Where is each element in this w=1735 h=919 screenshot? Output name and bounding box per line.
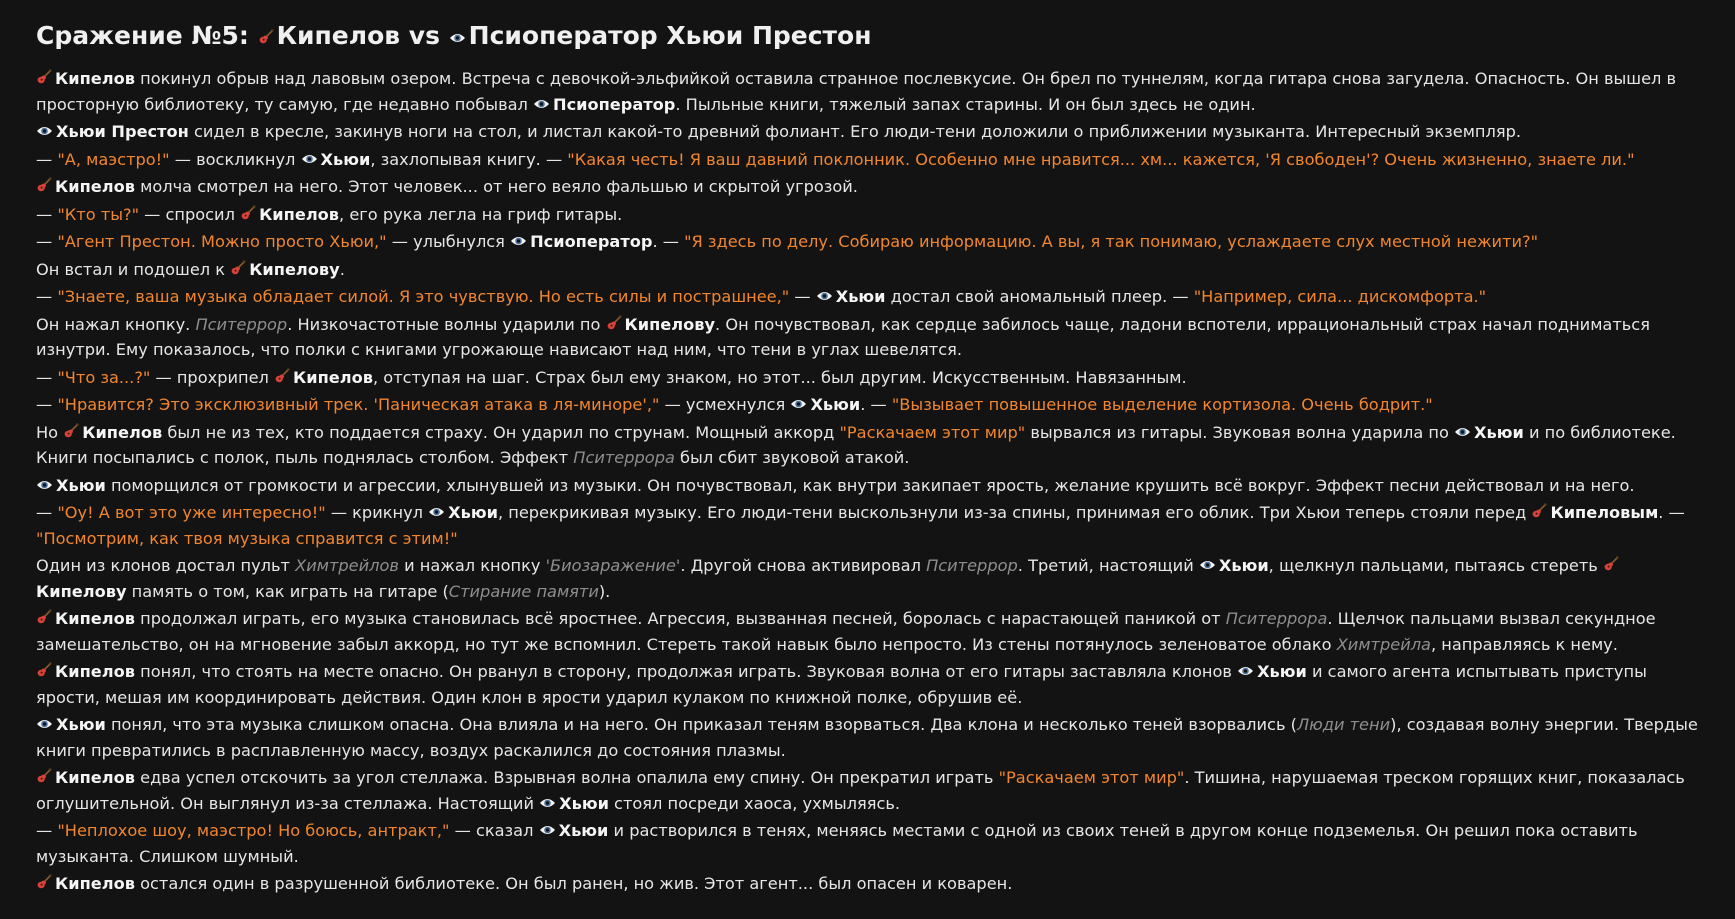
narration-text: — [36, 149, 58, 169]
narration-text: и по библиотеке. Книги посыпались с полок, пыль поднялась столбом. Эффект [36, 422, 1676, 467]
guitar-icon [1531, 503, 1547, 519]
character-kipelov: Кипелову [36, 581, 127, 601]
guitar-icon [606, 315, 622, 331]
story-paragraph [36, 659, 1699, 710]
narration-text: — [36, 204, 58, 224]
story-paragraph [36, 473, 1699, 499]
dialogue-quote: "Раскачаем этот мир" [998, 768, 1185, 787]
character-kipelov: Кипеловым [1550, 503, 1659, 522]
narration-text: , направляясь к нему. [1430, 634, 1618, 654]
dialogue-quote: "Агент Престон. Можно просто Хьюи," [57, 232, 387, 251]
character-kipelov: Кипелов [55, 662, 135, 681]
story-paragraph [36, 119, 1699, 145]
narration-text: , щелкнул пальцами, пытаясь стереть [1268, 556, 1603, 575]
narration-text: память о том, как играть на гитаре ( [126, 581, 449, 601]
story-paragraph [36, 229, 1699, 255]
narration-text: Он нажал кнопку. [36, 314, 196, 334]
character-huey: Хьюи [1257, 662, 1307, 681]
character-kipelov: Кипелов [55, 768, 135, 787]
narration-text: ), создавая волну энергии. Твердые книги превратились в расплавленную массу, воздух раскалился до состояния плазмы. [36, 715, 1698, 760]
narration-text: продолжал играть, его музыка становилась всё яростнее. Агрессия, вызванная песней, боролась с нарастающей паникой от [134, 609, 1226, 628]
character-huey: Хьюи [1474, 422, 1524, 442]
eye-icon [510, 234, 527, 248]
story-paragraph [36, 500, 1699, 551]
dialogue-quote: "Неплохое шоу, маэстро! Но боюсь, антракт," [57, 821, 450, 840]
character-huey: Хьюи [320, 149, 371, 169]
character-kipelov: Кипелов [259, 204, 340, 224]
ability-name: Пситеррора [1225, 609, 1328, 628]
story-paragraph [36, 66, 1699, 117]
guitar-icon [240, 205, 256, 221]
narration-text: — прохрипел [150, 367, 275, 387]
story-paragraph [36, 420, 1699, 471]
narration-text: ). [598, 581, 611, 601]
narration-text: покинул обрыв над лавовым озером. Встреча с девочкой-эльфийкой оставила странное послевкусие. Он брел по туннелям, когда гитара снова загудела. Опасность. Он вышел в просторную библиотеку, ту самую, где недавно побывал [36, 69, 1677, 114]
guitar-icon [36, 874, 52, 890]
story-paragraph [36, 712, 1699, 763]
story-paragraph [36, 174, 1699, 200]
narration-text: вырвался из гитары. Звуковая волна ударила по [1025, 422, 1455, 442]
narration-text: Он встал и подошел к [36, 259, 231, 279]
narration-text: . Другой снова активировал [680, 556, 927, 575]
narration-text: . Тишина, нарушаемая треском горящих книг, показалась оглушительной. Он выглянул из-за стеллажа. Настоящий [36, 768, 1685, 813]
narration-text: поморщился от громкости и агрессии, хлынувшей из музыки. Он почувствовал, как внутри закипает ярость, желание крушить всё вокруг. Эффект песни действовал и на него. [105, 475, 1635, 495]
narration-text: достал свой аномальный плеер. — [885, 287, 1194, 306]
narration-text: молча смотрел на него. Этот человек... от него веяло фальшью и скрытой угрозой. [134, 177, 858, 196]
ability-name: Химтрейлов [295, 556, 399, 575]
narration-text: — усмехнулся [659, 395, 791, 414]
character-huey: Хьюи [810, 395, 861, 414]
narration-text: и нажал кнопку [398, 556, 546, 575]
dialogue-quote: "Кто ты?" [57, 204, 140, 224]
narration-text: Один из клонов достал пульт [36, 556, 296, 575]
narration-text: , отступая на шаг. Страх был ему знаком, но этот... был другим. Искусственным. Навязанным. [373, 367, 1187, 387]
dialogue-quote: "Какая честь! Я ваш давний поклонник. Особенно мне нравится... хм... кажется, 'Я свободен'? Очень жизненно, знаете ли." [567, 149, 1635, 169]
narration-text: сидел в кресле, закинув ноги на стол, и листал какой-то древний фолиант. Его люди-тени доложили о приближении музыканта. Интересный экземпляр. [188, 122, 1522, 141]
guitar-icon [36, 69, 52, 85]
guitar-icon [36, 177, 52, 193]
narration-text: , его рука легла на гриф гитары. [339, 204, 623, 224]
character-huey: Псиоператор [553, 94, 676, 114]
dialogue-quote: "Посмотрим, как твоя музыка справится с этим!" [36, 528, 458, 548]
dialogue-quote: "А, маэстро!" [57, 149, 170, 169]
dialogue-quote: "Нравится? Это эксклюзивный трек. 'Паническая атака в ля-миноре'," [57, 395, 660, 414]
character-huey: Хьюи [56, 715, 106, 734]
narration-text: остался один в разрушенной библиотеке. Он был ранен, но жив. Этот агент... был опасен и коварен. [134, 874, 1013, 893]
dialogue-quote: "Я здесь по делу. Собираю информацию. А вы, я так понимаю, услаждаете слух местной нежити?" [684, 232, 1539, 251]
narration-text: . — [1658, 503, 1685, 522]
ability-name: 'Биозаражение' [545, 556, 681, 575]
character-huey: Псиоператор [530, 232, 653, 251]
dialogue-quote: "Вызывает повышенное выделение кортизола. Очень бодрит." [891, 395, 1433, 414]
narration-text: . Щелчок пальцами вызвал секундное замешательство, он на мгновение забыл аккорд, но тут же вспомнил. Стереть такой навык было непросто. Из стены потянулось зеленоватое облако [36, 609, 1656, 654]
guitar-icon [63, 423, 79, 439]
dialogue-quote: "Что за...?" [57, 367, 151, 387]
narration-text: понял, что эта музыка слишком опасна. Она влияла и на него. Он приказал теням взорваться. Два клона и несколько теней взорвались ( [105, 715, 1297, 734]
character-huey: Хьюи [56, 475, 106, 495]
narration-text: — [36, 367, 58, 387]
guitar-icon [274, 368, 290, 384]
character-huey: Хьюи Престон [56, 122, 189, 141]
character-huey: Хьюи [448, 503, 498, 522]
narration-text: . Пыльные книги, тяжелый запах старины. И он был здесь не один. [675, 94, 1256, 114]
narration-text: и растворился в тенях, меняясь местами с одной из своих теней в другом конце подземелья. Он решил пока оставить музыканта. Слишком шумный. [36, 821, 1638, 866]
narration-text: , перекрикивая музыку. Его люди-тени выскользнули из-за спины, принимая его облик. Три Хьюи теперь стояли перед [497, 503, 1532, 522]
eye-icon [301, 152, 318, 166]
narration-text: . Третий, настоящий [1017, 556, 1199, 575]
narration-text: . [339, 259, 345, 279]
eye-icon [1454, 425, 1471, 439]
narration-text: , захлопывая книгу. — [370, 149, 568, 169]
story-paragraph [36, 392, 1699, 418]
clipped-previous-line [36, 0, 1699, 8]
eye-icon [790, 397, 807, 411]
narration-text: — [36, 503, 58, 522]
narration-text: — сказал [449, 821, 539, 840]
narration-text: понял, что стоять на месте опасно. Он рванул в сторону, продолжая играть. Звуковая волна от его гитары заставляла клонов [134, 662, 1238, 681]
eye-icon [539, 823, 556, 837]
eye-icon [36, 717, 53, 731]
dialogue-quote: "Знаете, ваша музыка обладает силой. Я это чувствую. Но есть силы и пострашнее," [57, 287, 790, 306]
ability-name: Люди тени [1296, 715, 1391, 734]
dialogue-quote: "Оу! А вот это уже интересно!" [57, 503, 326, 522]
guitar-icon [1603, 556, 1619, 572]
eye-icon [533, 97, 550, 111]
guitar-icon [36, 609, 52, 625]
narration-text: стоял посреди хаоса, ухмыляясь. [608, 793, 901, 813]
narration-text: — улыбнулся [386, 232, 511, 251]
eye-icon [816, 289, 833, 303]
character-kipelov: Кипелов [55, 69, 135, 88]
eye-icon [1199, 558, 1216, 572]
guitar-icon [36, 768, 52, 784]
narration-text: был не из тех, кто поддается страху. Он ударил по струнам. Мощный аккорд [162, 422, 840, 442]
story-paragraph [36, 871, 1699, 897]
story-paragraph [36, 365, 1699, 391]
narration-text: — [36, 821, 58, 840]
eye-icon [539, 796, 556, 810]
story-paragraph [36, 818, 1699, 869]
eye-icon [36, 124, 53, 138]
guitar-icon [258, 29, 274, 45]
ability-name: Пситеррора [573, 448, 675, 467]
story-paragraph [36, 312, 1699, 363]
guitar-icon [36, 662, 52, 678]
narration-text: едва успел отскочить за угол стеллажа. Взрывная волна опалила ему спину. Он прекратил играть [134, 768, 999, 787]
narration-text: — [36, 287, 58, 306]
eye-icon [1237, 664, 1254, 678]
character-kipelov: Кипелов [55, 177, 135, 196]
narration-text: — крикнул [325, 503, 429, 522]
character-huey: Хьюи [835, 287, 886, 306]
character-huey: Хьюи [558, 821, 609, 840]
character-kipelov: Кипелову [624, 314, 716, 334]
story-paragraph [36, 765, 1699, 816]
ability-name: Пситеррор [195, 314, 288, 334]
character-kipelov: Кипелов [55, 609, 135, 628]
narration-text: — [789, 287, 816, 306]
narration-text: и самого агента испытывать приступы ярости, мешая им координировать действия. Один клон в ярости ударил кулаком по книжной полке, обрушив её. [36, 662, 1647, 707]
narration-text: . — [860, 395, 892, 414]
guitar-icon [230, 260, 246, 276]
story-paragraph [36, 553, 1699, 604]
dialogue-quote: "Например, сила... дискомфорта." [1193, 287, 1487, 306]
ability-name: Пситеррор [926, 556, 1018, 575]
battle-story [36, 66, 1699, 897]
page-title: Сражение №5: Кипелов vs Псиоператор Хьюи Престон [36, 21, 872, 50]
story-paragraph [36, 202, 1699, 228]
ability-name: Стирание памяти [448, 581, 599, 601]
character-kipelov: Кипелов [293, 367, 373, 387]
narration-text: . Он почувствовал, как сердце забилось чаще, ладони вспотели, иррациональный страх начал подниматься изнутри. Ему показалось, что полки с книгами угрожающе нависают над ним, что тени в углах шевелятся. [36, 314, 1650, 359]
character-kipelov: Кипелов [55, 874, 135, 893]
story-paragraph [36, 147, 1699, 173]
ability-name: Химтрейла [1336, 634, 1431, 654]
eye-icon [449, 31, 466, 45]
narration-text: . — [652, 232, 685, 251]
narration-text: — спросил [139, 204, 241, 224]
narration-text: Но [36, 422, 64, 442]
dialogue-quote: "Раскачаем этот мир" [839, 422, 1026, 442]
story-paragraph [36, 257, 1699, 283]
narration-text: . Низкочастотные волны ударили по [287, 314, 606, 334]
narration-text: — воскликнул [169, 149, 301, 169]
eye-icon [36, 478, 53, 492]
narration-text: — [36, 395, 58, 414]
story-paragraph [36, 284, 1699, 310]
character-kipelov: Кипелову [249, 259, 340, 279]
narration-text: — [36, 232, 58, 251]
character-huey: Хьюи [559, 793, 609, 813]
story-paragraph [36, 606, 1699, 657]
narration-text: был сбит звуковой атакой. [674, 448, 910, 467]
eye-icon [428, 505, 445, 519]
character-kipelov: Кипелов [82, 422, 163, 442]
character-huey: Хьюи [1218, 556, 1269, 575]
